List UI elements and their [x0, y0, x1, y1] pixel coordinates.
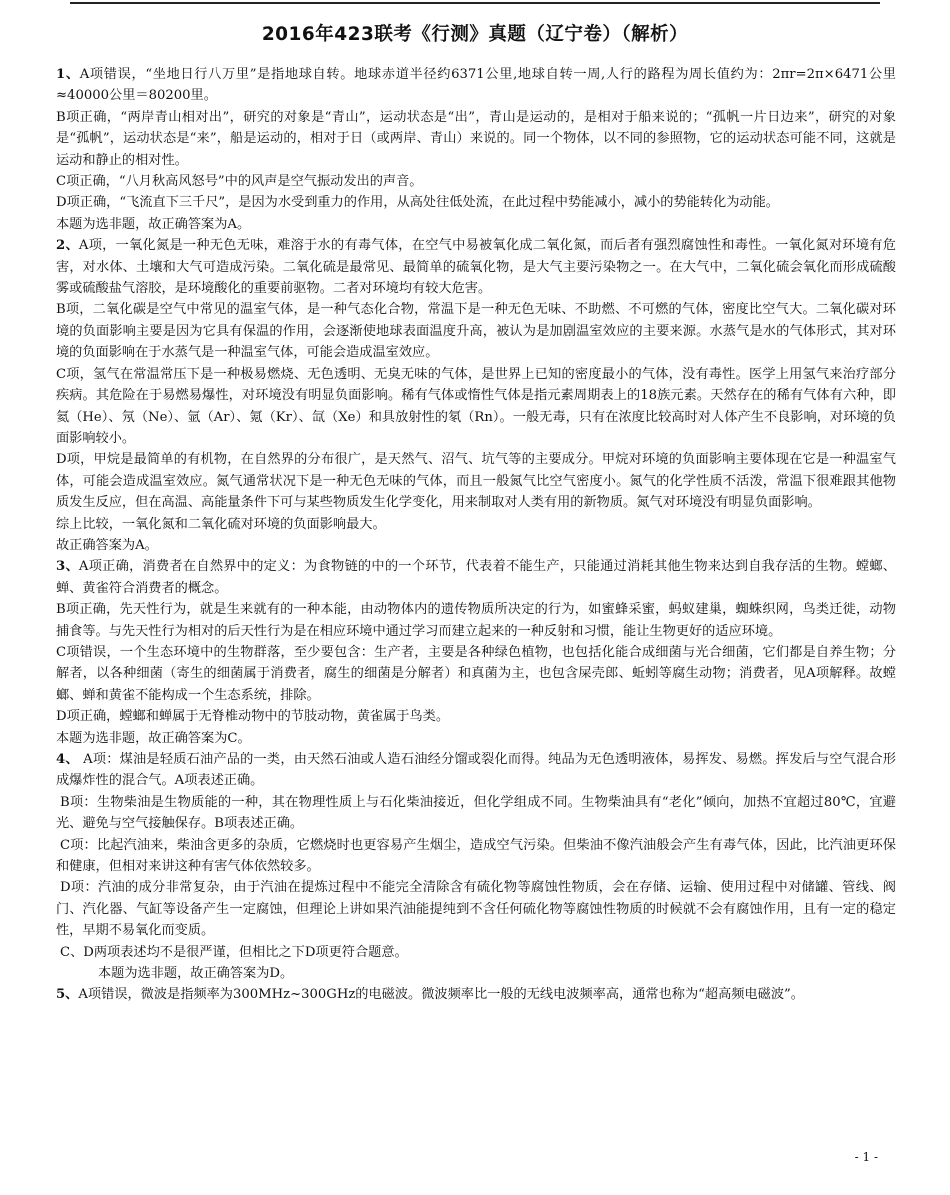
paragraph	[56, 514, 896, 535]
paragraph	[56, 877, 896, 941]
paragraph-text: C项正确，“八月秋高风怒号”中的风声是空气振动发出的声音。	[56, 174, 423, 190]
paragraph	[56, 535, 896, 556]
paragraph	[56, 364, 896, 450]
paragraph	[56, 642, 896, 706]
paragraph-text: A项：煤油是轻质石油产品的一类，由天然石油或人造石油经分馏或裂化而得。纯品为无色透明液体，易挥发、易燃。挥发后与空气混合形成爆炸性的混合气。A项表述正确。	[56, 752, 896, 789]
page-title: 2016年423联考《行测》真题（辽宁卷）（解析）	[261, 24, 689, 45]
top-rule	[70, 2, 880, 4]
paragraph	[56, 963, 896, 984]
paragraph-text: A项错误，“坐地日行八万里”是指地球自转。地球赤道半径约6371公里,地球自转一周,人行的路程为周长值约为：2πr=2π×6471公里≈40000公里＝80200里。	[56, 67, 896, 104]
paragraph	[56, 942, 896, 963]
paragraph	[56, 171, 896, 192]
paragraph-text: D项：汽油的成分非常复杂，由于汽油在提炼过程中不能完全清除含有硫化物等腐蚀性物质，会在存储、运输、使用过程中对储罐、管线、阀门、汽化器、气缸等设备产生一定腐蚀，但理论上讲如果汽油能提纯到不含任何硫化物等腐蚀性物质的时候就不会有腐蚀作用，且有一定的稳定性，早期不易氧化而变质。	[56, 880, 896, 939]
paragraph	[56, 728, 896, 749]
paragraph	[56, 235, 896, 299]
paragraph	[56, 792, 896, 835]
paragraph-text: C项错误，一个生态环境中的生物群落，至少要包含：生产者，主要是各种绿色植物，也包括化能合成细菌与光合细菌，它们都是自养生物；分解者，以各种细菌（寄生的细菌属于消费者，腐生的细菌是分解者）和真菌为主，也包含屎壳郎、蚯蚓等腐生动物；消费者，见A项解释。故螳螂、蝉和黄雀不能构成一个生态系统，排除。	[56, 644, 896, 703]
paragraph-text: C项：比起汽油来，柴油含更多的杂质，它燃烧时也更容易产生烟尘，造成空气污染。但柴油不像汽油般会产生有毒气体，因此，比汽油更环保和健康，但相对来讲这种有害气体依然较多。	[56, 837, 896, 875]
paragraph-text: C项，氢气在常温常压下是一种极易燃烧、无色透明、无臭无味的气体，是世界上已知的密度最小的气体，没有毒性。医学上用氢气来治疗部分疾病。其危险在于易燃易爆性，对环境没有明显负面影响。稀有气体或惰性气体是指元素周期表上的18族元素。天然存在的稀有气体有六种，即氦（He）、氖（Ne）、氩（Ar）、氪（Kr）、氙（Xe）和具放射性的氡（Rn）。一般无毒，只有在浓度比较高时对人体产生不良影响，对环境的负面影响较小。	[56, 366, 896, 446]
page-number: - 1 -	[854, 1150, 878, 1164]
paragraph-text: C、D两项表述均不是很严谨，但相比之下D项更符合题意。	[60, 944, 408, 960]
paragraph	[56, 984, 896, 1005]
paragraph-text: D项正确，“飞流直下三千尺”，是因为水受到重力的作用，从高处往低处流，在此过程中势能减小，减小的势能转化为动能。	[56, 195, 779, 211]
paragraph-text: 本题为选非题，故正确答案为D。	[98, 966, 294, 982]
question-number: 3、	[56, 559, 79, 575]
question-number: 4、	[56, 752, 79, 767]
question-number: 1、	[56, 67, 80, 82]
paragraph	[56, 107, 896, 171]
paragraph-text: B项正确，“两岸青山相对出”，研究的对象是“青山”，运动状态是“出”，青山是运动的，是相对于船来说的；“孤帆一片日边来”，研究的对象是“孤帆”，运动状态是“来”，船是运动的，相对于日（或两岸、青山）来说的。同一个物体，以不同的参照物，它的运动状态可能不同，这就是运动和静止的相对性。	[56, 109, 896, 168]
paragraph	[56, 449, 896, 513]
paragraph-text: D项正确，螳螂和蝉属于无脊椎动物中的节肢动物，黄雀属于鸟类。	[56, 709, 450, 725]
paragraph	[56, 706, 896, 727]
paragraph	[56, 192, 896, 213]
paragraph-text: A项，一氧化氮是一种无色无味，难溶于水的有毒气体，在空气中易被氧化成二氧化氮，而后者有强烈腐蚀性和毒性。一氧化氮对环境有危害，对水体、土壤和大气可造成污染。二氧化硫是最常见、最简单的硫氧化物，是大气主要污染物之一。在大气中，二氧化硫会氧化而形成硫酸雾或硫酸盐气溶胶，是环境酸化的重要前驱物。二者对环境均有较大危害。	[56, 238, 896, 297]
paragraph	[56, 556, 896, 599]
paragraph	[56, 64, 896, 107]
paragraph-text: 综上比较，一氧化氮和二氧化硫对环境的负面影响最大。	[56, 516, 386, 532]
paragraph	[56, 599, 896, 642]
question-number: 2、	[56, 238, 79, 254]
paragraph	[56, 749, 896, 792]
paragraph	[56, 835, 896, 878]
paragraph	[56, 214, 896, 235]
paragraph-text: 本题为选非题，故正确答案为A。	[56, 216, 251, 232]
paragraph-text: B项，二氧化碳是空气中常见的温室气体，是一种气态化合物，常温下是一种无色无味、不助燃、不可燃的气体，密度比空气大。二氧化碳对环境的负面影响主要是因为它具有保温的作用，会逐渐使地球表面温度升高，被认为是加剧温室效应的主要来源。水蒸气是水的气体形式，其对环境的负面影响在于水蒸气是一种温室气体，可能会造成温室效应。	[56, 302, 896, 361]
paragraph	[56, 299, 896, 363]
paragraph-text: D项，甲烷是最简单的有机物，在自然界的分布很广，是天然气、沼气、坑气等的主要成分。甲烷对环境的负面影响主要体现在它是一种温室气体，可能会造成温室效应。氮气通常状况下是一种无色无味的气体，而且一般氮气比空气密度小。氮气的化学性质不活泼，常温下很难跟其他物质发生反应，但在高温、高能量条件下可与某些物质发生化学变化，用来制取对人类有用的新物质。氮气对环境没有明显负面影响。	[56, 452, 896, 511]
document-body	[56, 64, 896, 1006]
paragraph-text: A项正确，消费者在自然界中的定义：为食物链的中的一个环节，代表着不能生产，只能通过消耗其他生物来达到自我存活的生物。螳螂、蝉、黄雀符合消费者的概念。	[56, 559, 896, 596]
paragraph-text: 本题为选非题，故正确答案为C。	[56, 730, 251, 746]
paragraph-text: 故正确答案为A。	[56, 537, 158, 553]
question-number: 5、	[56, 987, 79, 1003]
paragraph-text: A项错误，微波是指频率为300MHz~300GHz的电磁波。微波频率比一般的无线电波频率高，通常也称为“超高频电磁波”。	[78, 987, 804, 1003]
paragraph-text: B项：生物柴油是生物质能的一种，其在物理性质上与石化柴油接近，但化学组成不同。生物柴油具有“老化”倾向，加热不宜超过80℃，宜避光、避免与空气接触保存。B项表述正确。	[56, 794, 896, 832]
paragraph-text: B项正确，先天性行为，就是生来就有的一种本能，由动物体内的遗传物质所决定的行为，如蜜蜂采蜜，蚂蚁建巢，蜘蛛织网，鸟类迁徙，动物捕食等。与先天性行为相对的后天性行为是在相应环境中通过学习而建立起来的一种反射和习惯，能让生物更好的适应环境。	[56, 602, 896, 639]
